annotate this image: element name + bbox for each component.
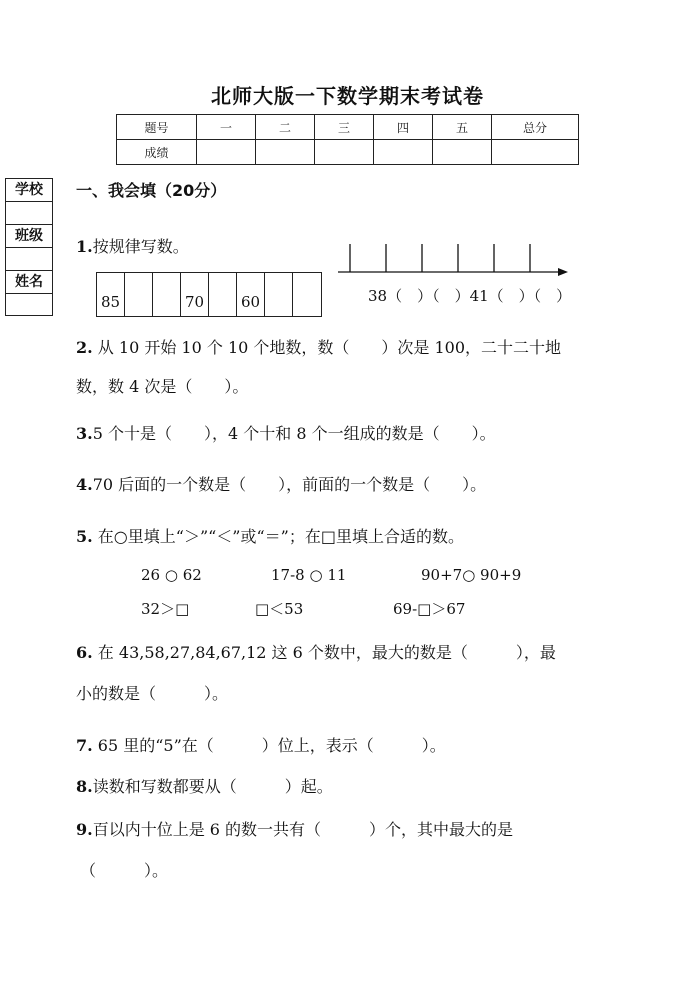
question-number: 4. bbox=[76, 475, 93, 494]
number-line-values: 38（ ）（ ）41（ ）（ ） bbox=[368, 287, 572, 305]
score-value-row bbox=[117, 140, 579, 165]
score-cell[interactable] bbox=[374, 140, 433, 165]
comparison-item: 26 ○ 62 bbox=[141, 566, 202, 584]
score-header-cell: 三 bbox=[315, 115, 374, 140]
score-cell[interactable] bbox=[315, 140, 374, 165]
comparison-item: 17-8 ○ 11 bbox=[271, 566, 347, 584]
question-text: 百以内十位上是 6 的数一共有（ ）个，其中最大的是 bbox=[92, 820, 514, 839]
question-text: 5 个十是（ ），4 个十和 8 个一组成的数是（ ）。 bbox=[92, 424, 496, 443]
score-cell[interactable] bbox=[433, 140, 492, 165]
score-header-row bbox=[117, 115, 579, 140]
question-9 bbox=[76, 817, 513, 840]
question-number: 1. bbox=[76, 237, 93, 256]
score-table bbox=[116, 114, 579, 165]
question-number: 2. bbox=[76, 338, 93, 357]
name-label: 姓名 bbox=[6, 271, 52, 294]
question-text: 70 后面的一个数是（ ），前面的一个数是（ ）。 bbox=[92, 475, 487, 494]
comparison-item: 69-□＞67 bbox=[393, 600, 466, 618]
question-8 bbox=[76, 774, 333, 797]
question-7 bbox=[76, 733, 446, 756]
class-label: 班级 bbox=[6, 225, 52, 248]
question-6 bbox=[76, 640, 556, 663]
question-text: 在 43,58,27,84,67,12 这 6 个数中，最大的数是（ ），最 bbox=[97, 643, 556, 662]
comparison-item: 32＞□ bbox=[141, 600, 190, 618]
score-header-cell: 二 bbox=[256, 115, 315, 140]
sequence-cell: 70 bbox=[181, 273, 209, 316]
sequence-cell[interactable] bbox=[209, 273, 237, 316]
question-text: 读数和写数都要从（ ）起。 bbox=[92, 777, 333, 796]
question-number: 5. bbox=[76, 527, 93, 546]
section-heading: 一、我会填（20分） bbox=[76, 181, 227, 200]
school-label: 学校 bbox=[6, 179, 52, 202]
question-number: 3. bbox=[76, 424, 93, 443]
sequence-cell[interactable] bbox=[293, 273, 321, 316]
question-number: 7. bbox=[76, 736, 93, 755]
question-text: 按规律写数。 bbox=[92, 237, 189, 256]
score-header-cell: 题号 bbox=[117, 115, 197, 140]
score-cell[interactable] bbox=[256, 140, 315, 165]
question-6-continued: 小的数是（ ）。 bbox=[76, 684, 229, 703]
page-title: 北师大版一下数学期末考试卷 bbox=[211, 84, 484, 108]
sequence-cell[interactable] bbox=[265, 273, 293, 316]
number-line bbox=[336, 240, 576, 280]
score-cell[interactable] bbox=[492, 140, 579, 165]
score-row-label: 成绩 bbox=[117, 140, 197, 165]
question-text: 从 10 开始 10 个 10 个地数，数（ ）次是 100，二十二十地 bbox=[97, 338, 562, 357]
class-field[interactable] bbox=[6, 248, 52, 271]
comparison-item: □＜53 bbox=[255, 600, 304, 618]
student-info-box bbox=[5, 178, 53, 316]
question-9-continued: （ ）。 bbox=[80, 861, 169, 880]
question-3 bbox=[76, 421, 496, 444]
score-cell[interactable] bbox=[197, 140, 256, 165]
number-sequence-boxes bbox=[96, 272, 322, 317]
sequence-cell: 85 bbox=[97, 273, 125, 316]
score-header-cell: 四 bbox=[374, 115, 433, 140]
question-number: 9. bbox=[76, 820, 93, 839]
question-text: 65 里的“5”在（ ）位上，表示（ ）。 bbox=[97, 736, 446, 755]
question-2-continued: 数，数 4 次是（ ）。 bbox=[76, 377, 249, 396]
score-header-cell: 总分 bbox=[492, 115, 579, 140]
question-4 bbox=[76, 472, 486, 495]
question-number: 6. bbox=[76, 643, 93, 662]
sequence-cell: 60 bbox=[237, 273, 265, 316]
sequence-cell[interactable] bbox=[153, 273, 181, 316]
sequence-cell[interactable] bbox=[125, 273, 153, 316]
name-field[interactable] bbox=[6, 294, 52, 317]
score-header-cell: 一 bbox=[197, 115, 256, 140]
question-text: 在○里填上“＞”“＜”或“＝”；在□里填上合适的数。 bbox=[97, 527, 464, 546]
comparison-item: 90+7○ 90+9 bbox=[421, 566, 522, 584]
question-5 bbox=[76, 524, 464, 547]
score-header-cell: 五 bbox=[433, 115, 492, 140]
question-number: 8. bbox=[76, 777, 93, 796]
number-line-arrow bbox=[558, 268, 568, 276]
school-field[interactable] bbox=[6, 202, 52, 225]
question-1 bbox=[76, 234, 189, 257]
question-2 bbox=[76, 335, 561, 358]
